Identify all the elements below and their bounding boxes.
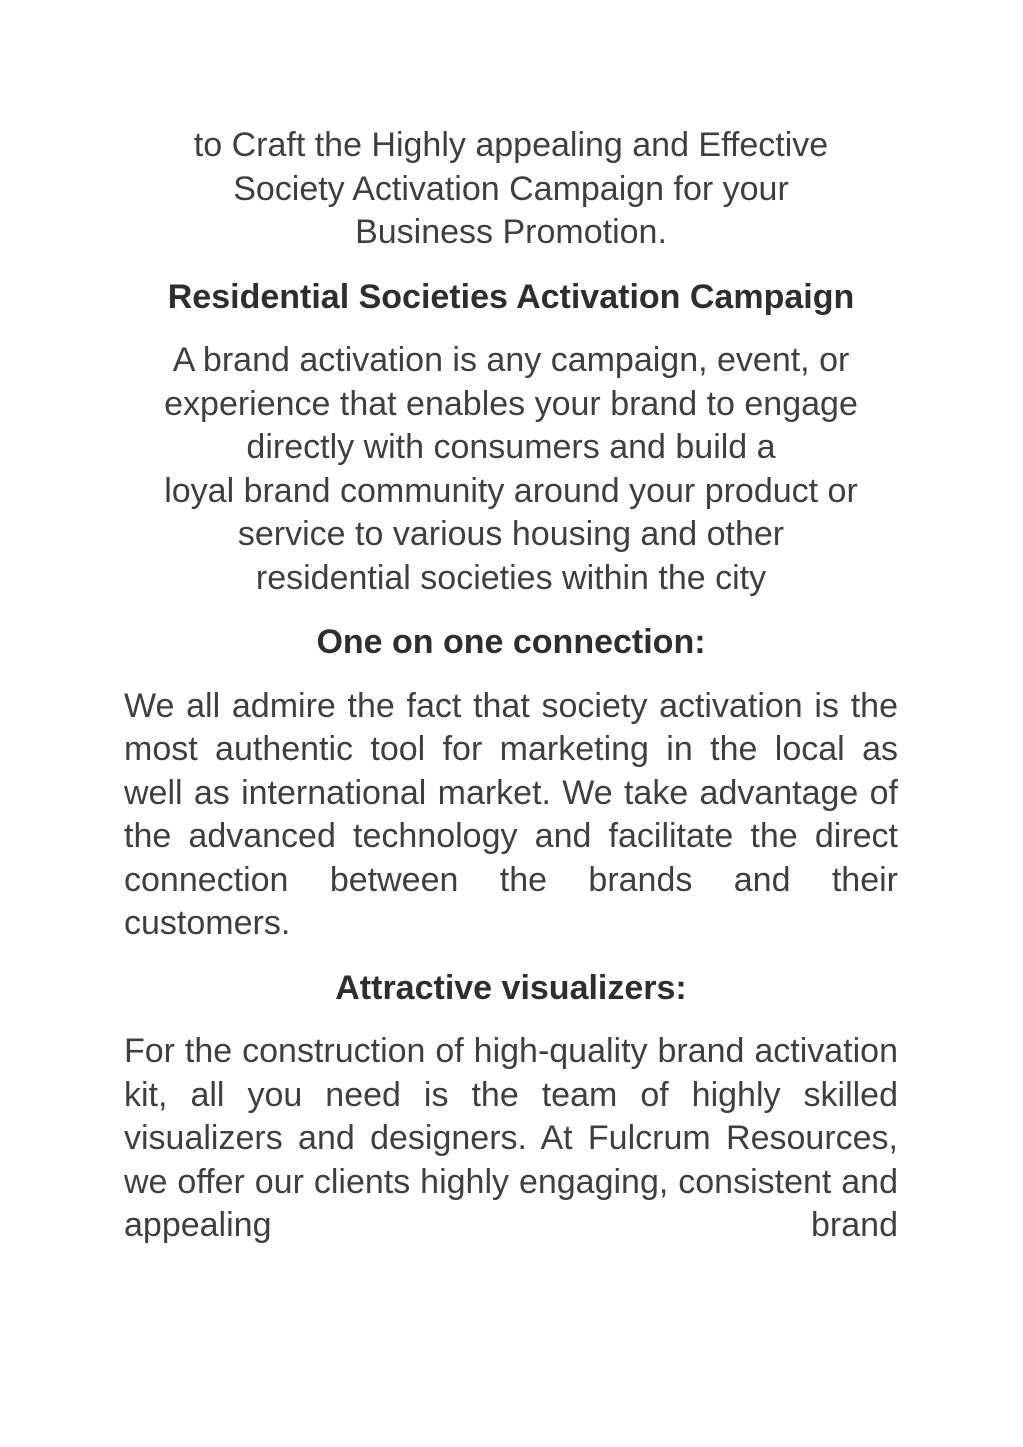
residential-line: residential societies within the city xyxy=(255,558,767,597)
connection-heading: One on one connection: xyxy=(316,623,706,661)
intro-line: Society Activation Campaign for your xyxy=(233,169,789,208)
residential-line: directly with consumers and build a xyxy=(246,428,776,466)
residential-line: loyal brand community around your product or xyxy=(164,471,858,510)
residential-heading: Residential Societies Activation Campaign xyxy=(167,277,855,316)
residential-line: experience that enables your brand to engage xyxy=(164,384,858,423)
intro-paragraph xyxy=(124,124,898,255)
visualizers-heading: Attractive visualizers: xyxy=(335,968,687,1007)
residential-paragraph xyxy=(124,339,898,600)
residential-line: A brand activation is any campaign, event, or xyxy=(172,341,850,379)
visualizers-paragraph: For the construction of high-quality brand activation kit, all you need is the team of highly skilled visualizers and designers. At Fulcrum Resources, we offer our clients highly engaging, consistent and appealing brand xyxy=(124,1032,898,1244)
residential-line: service to various housing and other xyxy=(237,515,785,553)
intro-line: Business Promotion. xyxy=(355,213,667,251)
connection-paragraph: We all admire the fact that society activation is the most authentic tool for marketing in the local as well as international market. We take advantage of the advanced technology and facilitate the direct connection between the brands and their customers. xyxy=(124,686,898,942)
document-page xyxy=(124,124,898,1248)
intro-line: to Craft the Highly appealing and Effective xyxy=(193,126,829,164)
